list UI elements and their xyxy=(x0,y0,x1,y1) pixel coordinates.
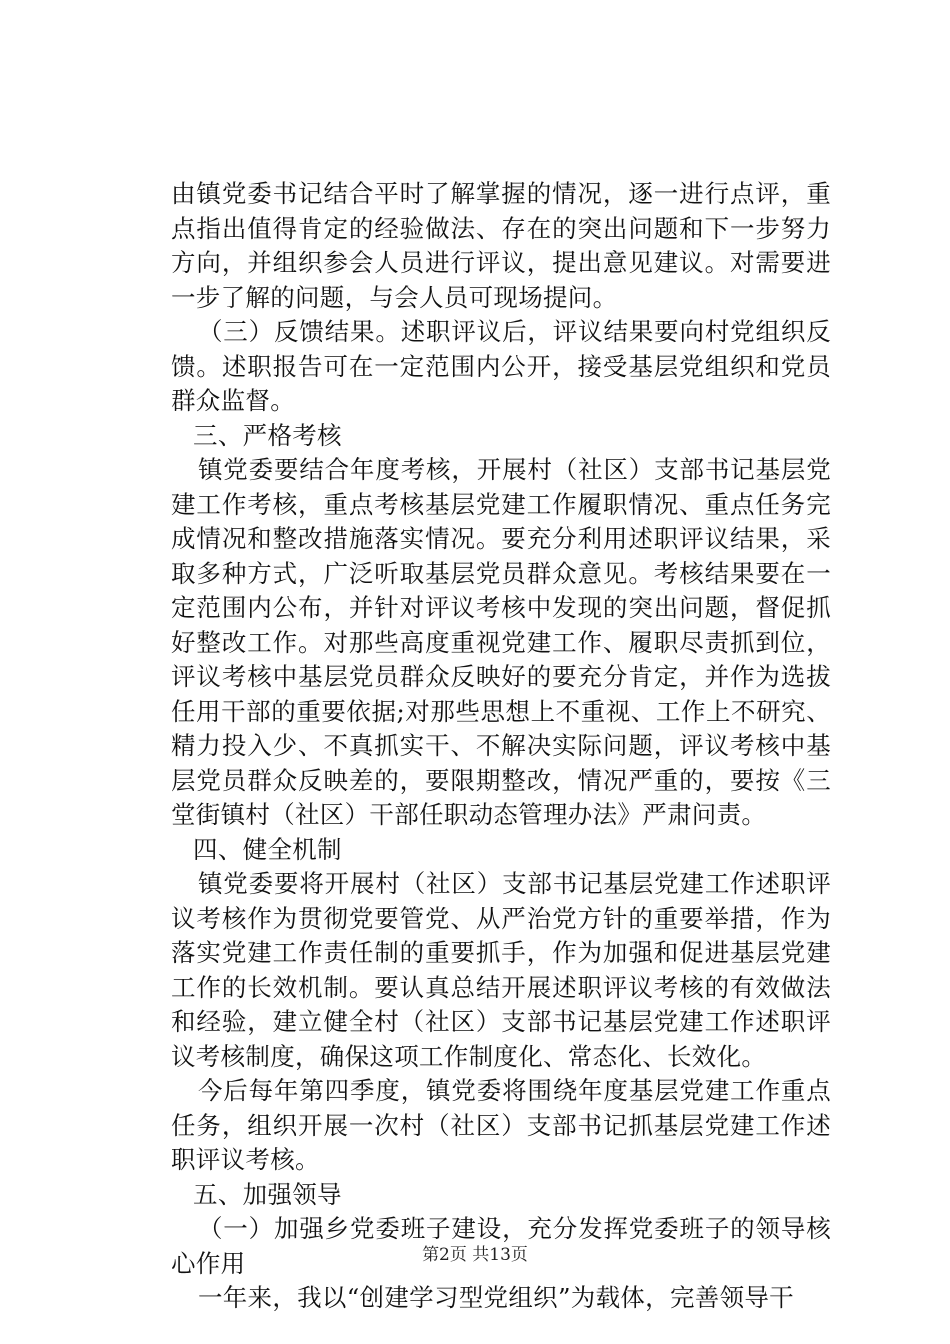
section-heading-improve-mechanism: 四、健全机制 xyxy=(193,834,342,864)
document-body xyxy=(171,177,831,1316)
paragraph-annual-schedule: 今后每年第四季度，镇党委将围绕年度基层党建工作重点任务，组织开展一次村（社区）支部书记抓基层党建工作述职评议考核。 xyxy=(171,1076,831,1174)
page-number-footer: 第2页 共13页 xyxy=(422,1245,528,1265)
paragraph-year-review-start: 一年来，我以“创建学习型党组织”为载体，完善领导干 xyxy=(197,1283,794,1312)
paragraph-feedback-results: （三）反馈结果。述职评议后，评议结果要向村党组织反馈。述职报告可在一定范围内公开，接受基层党组织和党员群众监督。 xyxy=(171,317,831,415)
paragraph-review-process: 由镇党委书记结合平时了解掌握的情况，逐一进行点评，重点指出值得肯定的经验做法、存在的突出问题和下一步努力方向，并组织参会人员进行评议，提出意见建议。对需要进一步了解的问题，与会人员可现场提问。 xyxy=(171,179,831,312)
section-heading-strict-assessment: 三、严格考核 xyxy=(193,420,342,450)
paragraph-mechanism-details: 镇党委要将开展村（社区）支部书记基层党建工作述职评议考核作为贯彻党要管党、从严治党方针的重要举措，作为落实党建工作责任制的重要抓手，作为加强和促进基层党建工作的长效机制。要认真总结开展述职评议考核的有效做法和经验，建立健全村（社区）支部书记基层党建工作述职评议考核制度，确保这项工作制度化、常态化、长效化。 xyxy=(171,869,831,1071)
paragraph-assessment-details: 镇党委要结合年度考核，开展村（社区）支部书记基层党建工作考核，重点考核基层党建工作履职情况、重点任务完成情况和整改措施落实情况。要充分利用述职评议结果，采取多种方式，广泛听取基层党员群众意见。考核结果要在一定范围内公布，并针对评议考核中发现的突出问题，督促抓好整改工作。对那些高度重视党建工作、履职尽责抓到位，评议考核中基层党员群众反映好的要充分肯定，并作为选拔任用干部的重要依据;对那些思想上不重视、工作上不研究、精力投入少、不真抓实干、不解决实际问题，评议考核中基层党员群众反映差的，要限期整改，情况严重的，要按《三堂街镇村（社区）干部任职动态管理办法》严肃问责。 xyxy=(171,455,831,829)
section-heading-strengthen-leadership: 五、加强领导 xyxy=(193,1179,342,1209)
subheading-committee-building: （一）加强乡党委班子建设，充分发挥党委班子的领导核心作用 xyxy=(171,1214,831,1278)
